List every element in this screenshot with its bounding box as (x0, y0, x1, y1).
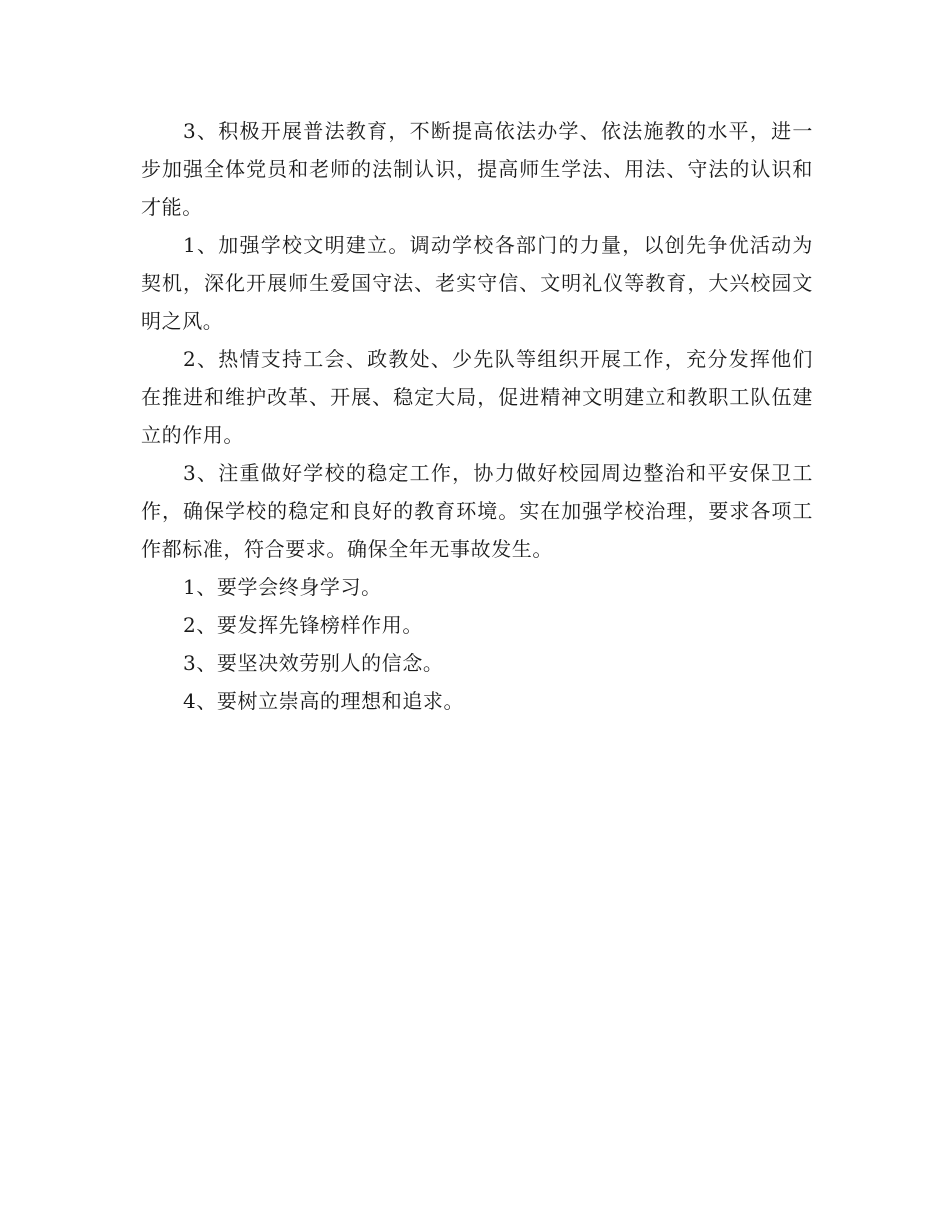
paragraph-campus-civilization: 1、加强学校文明建立。调动学校各部门的力量，以创先争优活动为契机，深化开展师生爱国守法、老实守信、文明礼仪等教育，大兴校园文明之风。 (141, 233, 813, 333)
document-body (141, 112, 813, 720)
list-item: 4、要树立崇高的理想和追求。 (183, 689, 465, 713)
list-item: 2、要发挥先锋榜样作用。 (183, 613, 423, 637)
paragraph-support-organizations: 2、热情支持工会、政教处、少先队等组织开展工作，充分发挥他们在推进和维护改革、开展、稳定大局，促进精神文明建立和教职工队伍建立的作用。 (141, 347, 813, 447)
paragraph-school-stability: 3、注重做好学校的稳定工作，协力做好校园周边整治和平安保卫工作，确保学校的稳定和良好的教育环境。实在加强学校治理，要求各项工作都标准，符合要求。确保全年无事故发生。 (141, 461, 813, 561)
list-item: 1、要学会终身学习。 (183, 575, 382, 599)
paragraph-legal-education: 3、积极开展普法教育，不断提高依法办学、依法施教的水平，进一步加强全体党员和老师的法制认识，提高师生学法、用法、守法的认识和才能。 (141, 119, 813, 219)
list-item: 3、要坚决效劳别人的信念。 (183, 651, 444, 675)
